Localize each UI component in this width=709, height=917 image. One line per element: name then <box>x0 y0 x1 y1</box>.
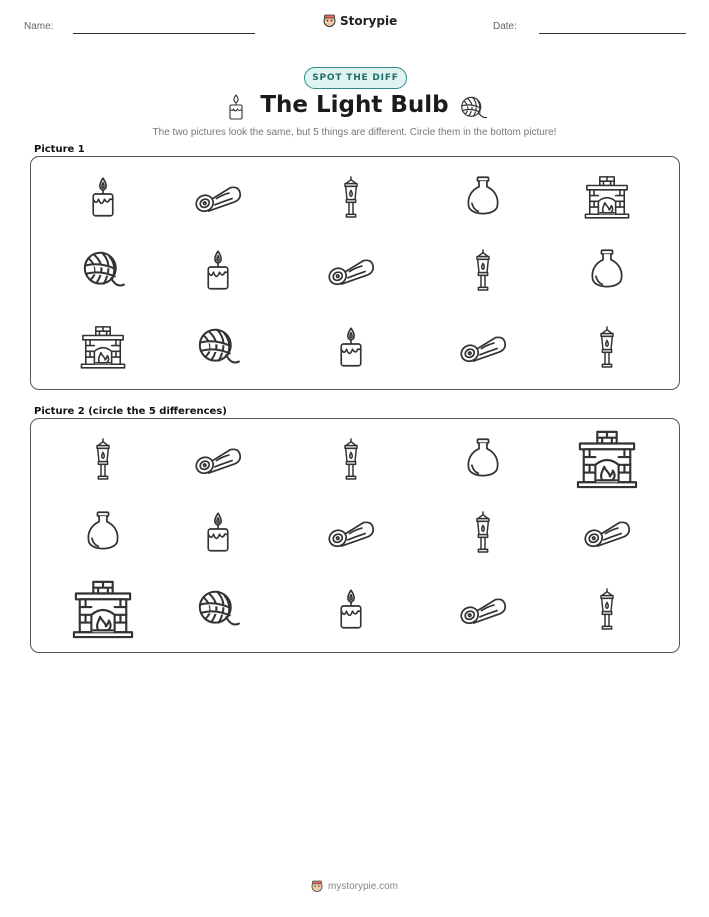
name-label: Name: <box>24 21 54 32</box>
p2-r2c3-log-icon[interactable] <box>326 516 376 548</box>
p1-r2c2-candle-icon <box>203 246 233 294</box>
p2-r1c4-vase-icon[interactable] <box>464 435 502 483</box>
picture-2-label: Picture 2 (circle the 5 differences) <box>34 406 227 417</box>
p1-r2c4-lantern-icon <box>471 245 495 295</box>
p2-r3c3-candle-icon[interactable] <box>336 585 366 633</box>
p2-r2c4-lantern-icon[interactable] <box>471 507 495 557</box>
p1-r3c5-lantern-icon <box>595 322 619 372</box>
p2-r2c1-vase-icon[interactable] <box>84 508 122 556</box>
footer-url: mystorypie.com <box>327 881 398 892</box>
p2-r3c4-log-icon[interactable] <box>458 593 508 625</box>
p1-r3c3-candle-icon <box>336 323 366 371</box>
name-field[interactable] <box>73 33 255 34</box>
page-title: The Light Bulb <box>260 92 449 118</box>
p2-r2c5-log-icon[interactable] <box>582 516 632 548</box>
date-field[interactable] <box>539 33 686 34</box>
storypie-logo-icon <box>323 14 336 28</box>
p1-r3c2-yarn-ball-icon <box>195 327 241 367</box>
brand-name: Storypie <box>340 14 398 28</box>
storypie-footer-logo-icon <box>311 880 323 893</box>
date-label: Date: <box>493 21 517 32</box>
p1-r1c4-vase-icon <box>464 173 502 221</box>
p1-r1c3-lantern-icon <box>339 172 363 222</box>
p1-r2c5-vase-icon <box>588 246 626 294</box>
picture-1-label: Picture 1 <box>34 144 85 155</box>
picture-1-panel <box>30 156 680 390</box>
p2-r1c1-lantern-icon[interactable] <box>91 434 115 484</box>
p2-r1c5-fireplace-icon[interactable] <box>576 426 638 492</box>
instructions: The two pictures look the same, but 5 things are different. Circle them in the bottom picture! <box>152 127 557 138</box>
p1-r1c1-candle-icon <box>88 173 118 221</box>
p2-r3c5-lantern-icon[interactable] <box>595 584 619 634</box>
p1-r2c1-yarn-ball-icon <box>80 250 126 290</box>
spot-the-diff-badge: SPOT THE DIFF <box>304 67 407 89</box>
p1-r1c2-log-icon <box>193 181 243 213</box>
p1-r3c1-fireplace-icon <box>80 323 126 371</box>
p2-r3c1-fireplace-icon[interactable] <box>72 576 134 642</box>
p2-r1c3-lantern-icon[interactable] <box>339 434 363 484</box>
picture-2-panel[interactable] <box>30 418 680 653</box>
p1-r1c5-fireplace-icon <box>584 173 630 221</box>
title-yarn-icon <box>458 95 488 121</box>
p1-r2c3-log-icon <box>326 254 376 286</box>
p2-r1c2-log-icon[interactable] <box>193 443 243 475</box>
p1-r3c4-log-icon <box>458 331 508 363</box>
footer <box>0 880 709 893</box>
brand-logo <box>323 14 397 28</box>
p2-r2c2-candle-icon[interactable] <box>203 508 233 556</box>
p2-r3c2-yarn-ball-icon[interactable] <box>195 589 241 629</box>
